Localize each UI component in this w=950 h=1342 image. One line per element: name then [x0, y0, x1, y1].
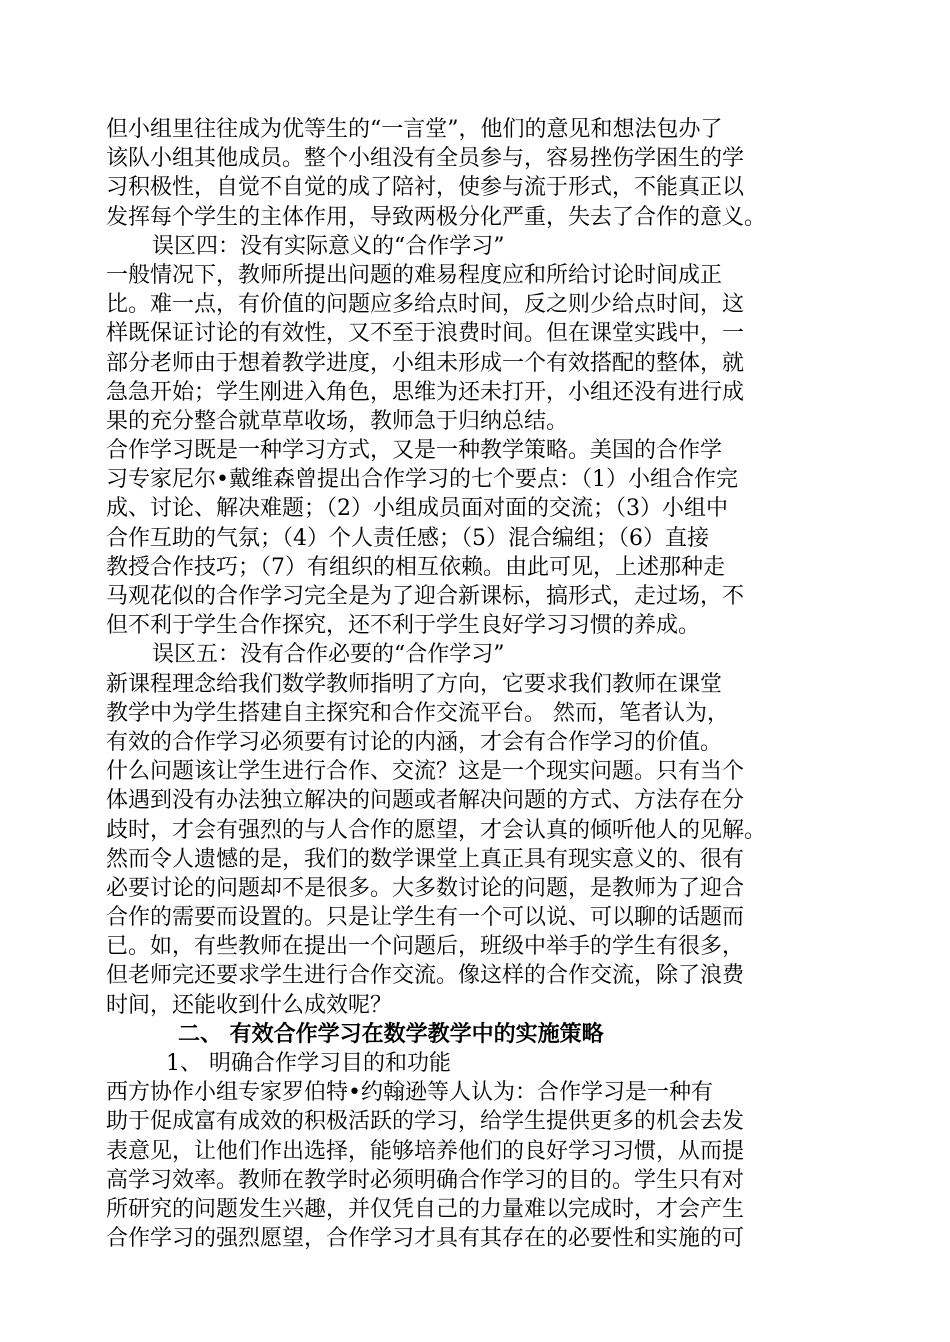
- text-line: 但老师完还要求学生进行合作交流。像这样的合作交流，除了浪费: [106, 963, 745, 989]
- text-line: 教学中为学生搭建自主探究和合作交流平台。 然而，笔者认为，: [106, 700, 729, 726]
- text-line: 表意见，让他们作出选择，能够培养他们的良好学习习惯，从而提: [106, 1138, 745, 1164]
- text-line: 一般情况下，教师所提出问题的难易程度应和所给讨论时间成正: [106, 262, 723, 288]
- text-line: 果的充分整合就草草收场，教师急于归纳总结。: [106, 408, 569, 434]
- section-heading: 误区四：没有实际意义的“合作学习”: [152, 233, 505, 259]
- text-line: 但小组里往往成为优等生的“一言堂”，他们的意见和想法包办了: [106, 117, 723, 142]
- paragraph: [106, 436, 846, 640]
- text-line: 马观花似的合作学习完全是为了迎合新课标，搞形式，走过场，不: [106, 584, 745, 609]
- text-line: 成、讨论、解决难题；（2）小组成员面对面的交流；（3）小组中: [106, 496, 728, 522]
- text-line: 歧时，才会有强烈的与人合作的愿望，才会认真的倾听他人的见解。: [106, 817, 767, 843]
- text-line: 合作的需要而设置的。只是让学生有一个可以说、可以聊的话题而: [106, 905, 745, 931]
- text-line: 样既保证讨论的有效性，又不至于浪费时间。但在课堂实践中，一: [106, 321, 745, 347]
- text-line: 该队小组其他成员。整个小组没有全员参与，容易挫伤学困生的学: [106, 146, 745, 172]
- text-line: 习积极性，自觉不自觉的成了陪衬，使参与流于形式，不能真正以: [106, 175, 745, 201]
- text-line: 西方协作小组专家罗伯特•约翰逊等人认为：合作学习是一种有: [106, 1080, 713, 1106]
- section-heading: 误区五：没有合作必要的“合作学习”: [152, 642, 505, 668]
- text-line: 有效的合作学习必须要有讨论的内涵，才会有合作学习的价值。: [106, 729, 723, 755]
- text-line: 新课程理念给我们数学教师指明了方向，它要求我们教师在课堂: [106, 671, 723, 697]
- text-line: 教授合作技巧；（7）有组织的相互依赖。由此可见，上述那种走: [106, 554, 725, 580]
- text-line: 部分老师由于想着教学进度，小组未形成一个有效搭配的整体，就: [106, 350, 745, 376]
- text-line: 必要讨论的问题却不是很多。大多数讨论的问题，是教师为了迎合: [106, 875, 745, 901]
- text-line: 已。如，有些教师在提出一个问题后，班级中举手的学生有很多，: [106, 934, 745, 960]
- paragraph: [106, 1078, 846, 1253]
- paragraph: [106, 670, 846, 1020]
- paragraph: [106, 261, 846, 436]
- text-line: 体遇到没有办法独立解决的问题或者解决问题的方式、方法存在分: [106, 788, 745, 814]
- text-line: 所研究的问题发生兴趣，并仅凭自己的力量难以完成时，才会产生: [106, 1196, 745, 1222]
- text-line: 高学习效率。教师在教学时必须明确合作学习的目的。学生只有对: [106, 1167, 745, 1193]
- text-line: 合作互助的气氛；（4）个人责任感；（5）混合编组；（6）直接: [106, 525, 709, 551]
- text-line: 发挥每个学生的主体作用，导致两极分化严重，失去了合作的意义。: [106, 204, 767, 230]
- text-line: 但不利于学生合作探究，还不利于学生良好学习习惯的养成。: [106, 613, 701, 639]
- text-line: 急急开始；学生刚进入角色，思维为还未打开，小组还没有进行成: [106, 379, 745, 405]
- text-line: 比。难一点，有价值的问题应多给点时间，反之则少给点时间，这: [106, 292, 745, 318]
- text-line: 合作学习的强烈愿望，合作学习才具有其存在的必要性和实施的可: [106, 1226, 745, 1252]
- paragraph: [106, 115, 846, 232]
- chapter-heading: 二、 有效合作学习在数学教学中的实施策略: [178, 1020, 604, 1047]
- text-line: 习专家尼尔•戴维森曾提出合作学习的七个要点：（1）小组合作完: [106, 467, 738, 493]
- subsection-heading: 1、 明确合作学习目的和功能: [166, 1051, 451, 1076]
- text-line: 什么问题该让学生进行合作、交流？这是一个现实问题。只有当个: [106, 759, 745, 785]
- text-line: 然而令人遗憾的是，我们的数学课堂上真正具有现实意义的、很有: [106, 846, 745, 872]
- document-body: [106, 115, 846, 1253]
- text-line: 助于促成富有成效的积极活跃的学习，给学生提供更多的机会去发: [106, 1109, 745, 1135]
- text-line: 合作学习既是一种学习方式，又是一种教学策略。美国的合作学: [106, 438, 723, 464]
- text-line: 时间，还能收到什么成效呢？: [106, 992, 393, 1018]
